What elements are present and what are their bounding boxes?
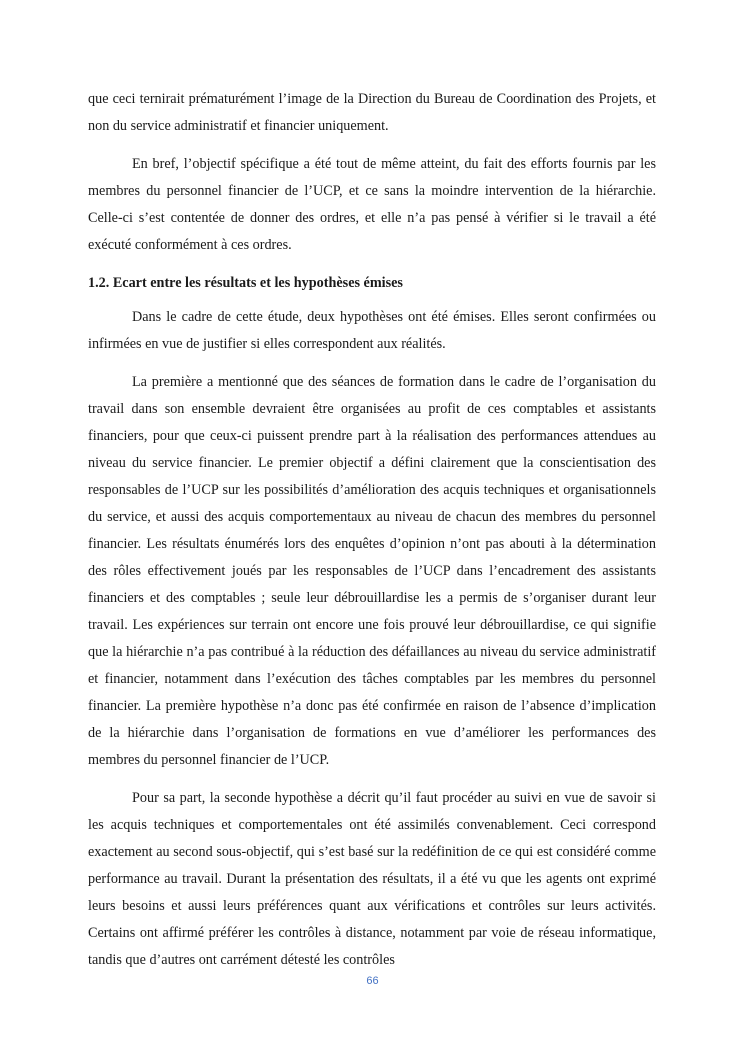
paragraph-continuation: que ceci ternirait prématurément l’image de la Direction du Bureau de Coordination des Projets, et non du service administratif et financier uniquement. <box>88 91 656 134</box>
paragraph-summary: En bref, l’objectif spécifique a été tout de même atteint, du fait des efforts fournis par les membres du personnel financier de l’UCP, et ce sans la moindre intervention de la hiérarchie. Celle-ci s’est contentée de donner des ordres, et elle n’a pas pensé à vérifier si le travail a été exécuté conformément à ces ordres. <box>88 156 656 253</box>
paragraph-intro: Dans le cadre de cette étude, deux hypothèses ont été émises. Elles seront confirmées ou infirmées en vue de justifier si elles correspondent aux réalités. <box>88 309 656 352</box>
section-heading: 1.2. Ecart entre les résultats et les hypothèses émises <box>88 275 403 291</box>
document-page <box>88 86 656 985</box>
paragraph-second-hypothesis: Pour sa part, la seconde hypothèse a décrit qu’il faut procéder au suivi en vue de savoir si les acquis techniques et comportementales ont été assimilés convenablement. Ceci correspond exactement au second sous-objectif, qui s’est basé sur la redéfinition de ce qui est considéré comme performance au travail. Durant la présentation des résultats, il a été vu que les agents ont exprimé leurs besoins et aussi leurs préférences quant aux vérifications et contrôles sur leurs activités. Certains ont affirmé préférer les contrôles à distance, notamment par voie de réseau informatique, tandis que d’autres ont carrément détesté les contrôles <box>88 790 656 968</box>
paragraph-first-hypothesis: La première a mentionné que des séances de formation dans le cadre de l’organisation du travail dans son ensemble devraient être organisées au profit de ces comptables et assistants financiers, pour que ceux-ci puissent prendre part à la réalisation des performances attendues au niveau du service financier. Le premier objectif a défini clairement que la conscientisation des responsables de l’UCP sur les possibilités d’amélioration des acquis techniques et organisationnels du service, et aussi des acquis comportementaux au niveau de chacun des membres du personnel financier. Les résultats énumérés lors des enquêtes d’opinion n’ont pas abouti à la détermination des rôles effectivement joués par les responsables de l’UCP dans l’encadrement des assistants financiers et des comptables ; seule leur débrouillardise les a permis de s’organiser durant leur travail. Les expériences sur terrain ont encore une fois prouvé leur débrouillardise, ce qui signifie que la hiérarchie n’a pas contribué à la réduction des défaillances au niveau du service administratif et financier, notamment dans l’exécution des tâches comptables par les membres du personnel financier. La première hypothèse n’a donc pas été confirmée en raison de l’absence d’implication de la hiérarchie dans l’organisation de formations en vue d’améliorer les performances des membres du personnel financier de l’UCP. <box>88 374 656 768</box>
page-number: 66 <box>366 975 379 987</box>
